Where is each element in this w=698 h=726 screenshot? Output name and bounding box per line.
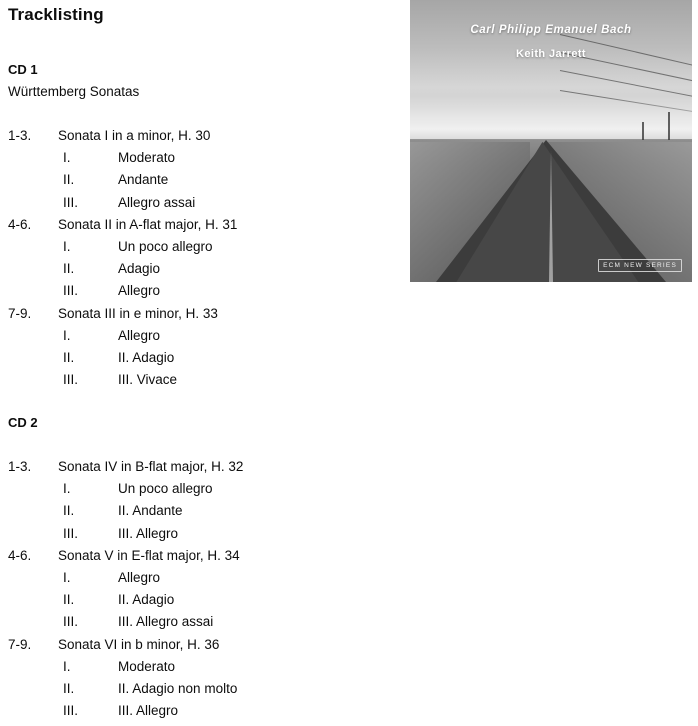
track-title: Sonata V in E-flat major, H. 34 [58,547,240,563]
track-title: Sonata II in A-flat major, H. 31 [58,216,238,232]
movement-title: II. Andante [118,503,183,519]
movement-number: II. [63,503,75,519]
disc-label: CD 1 [8,62,38,77]
disc-label: CD 2 [8,415,38,430]
movement-title: Un poco allegro [118,239,213,254]
movement-title: III. Allegro [118,525,179,541]
movement-title: II. Adagio non molto [118,681,238,696]
track-title: Sonata I in a minor, H. 30 [58,128,211,143]
movement-number: II. [63,172,75,188]
album-cover-image [410,0,692,282]
movement-title: Andante [118,172,169,188]
movement-number: I. [63,658,71,674]
movement-title: Un poco allegro [118,481,213,497]
movement-number: III. [63,614,79,630]
track-numbers: 4-6. [8,216,32,232]
movement-title: II. Adagio [118,592,175,608]
cover-label-badge: ECM NEW SERIES [598,259,682,272]
track-numbers: 1-3. [8,459,32,474]
disc-subtitle: Württemberg Sonatas [8,84,140,99]
movement-number: III. [63,525,79,541]
track-numbers: 7-9. [8,636,32,652]
movement-number: I. [63,481,71,497]
track-numbers: 7-9. [8,305,32,321]
movement-number: II. [63,261,75,277]
cover-performer-name: Keith Jarrett [516,48,586,60]
page-title: Tracklisting [8,5,104,24]
movement-title: Allegro assai [118,194,196,210]
movement-title: III. Allegro [118,703,179,719]
movement-number: I. [63,570,71,585]
movement-number: II. [63,350,75,365]
movement-number: I. [63,239,71,254]
movement-number: I. [63,327,71,343]
cover-road-centerline [549,150,553,282]
track-title: Sonata VI in b minor, H. 36 [58,636,220,652]
movement-title: Moderato [118,150,176,166]
movement-number: II. [63,592,75,608]
movement-title: Adagio [118,261,161,277]
cover-composer-name: Carl Philipp Emanuel Bach [470,24,632,36]
track-numbers: 4-6. [8,547,32,563]
track-title: Sonata III in e minor, H. 33 [58,305,218,321]
movement-title: III. Allegro assai [118,614,214,630]
movement-number: III. [63,372,79,388]
movement-title: Allegro [118,327,161,343]
movement-number: II. [63,681,75,696]
movement-number: III. [63,194,79,210]
movement-number: I. [63,150,71,166]
movement-number: III. [63,283,79,299]
track-title: Sonata IV in B-flat major, H. 32 [58,459,244,474]
movement-title: Allegro [118,570,161,585]
track-numbers: 1-3. [8,128,32,143]
movement-title: Moderato [118,658,176,674]
movement-title: Allegro [118,283,161,299]
movement-title: II. Adagio [118,350,175,365]
movement-title: III. Vivace [118,372,178,388]
movement-number: III. [63,703,79,719]
